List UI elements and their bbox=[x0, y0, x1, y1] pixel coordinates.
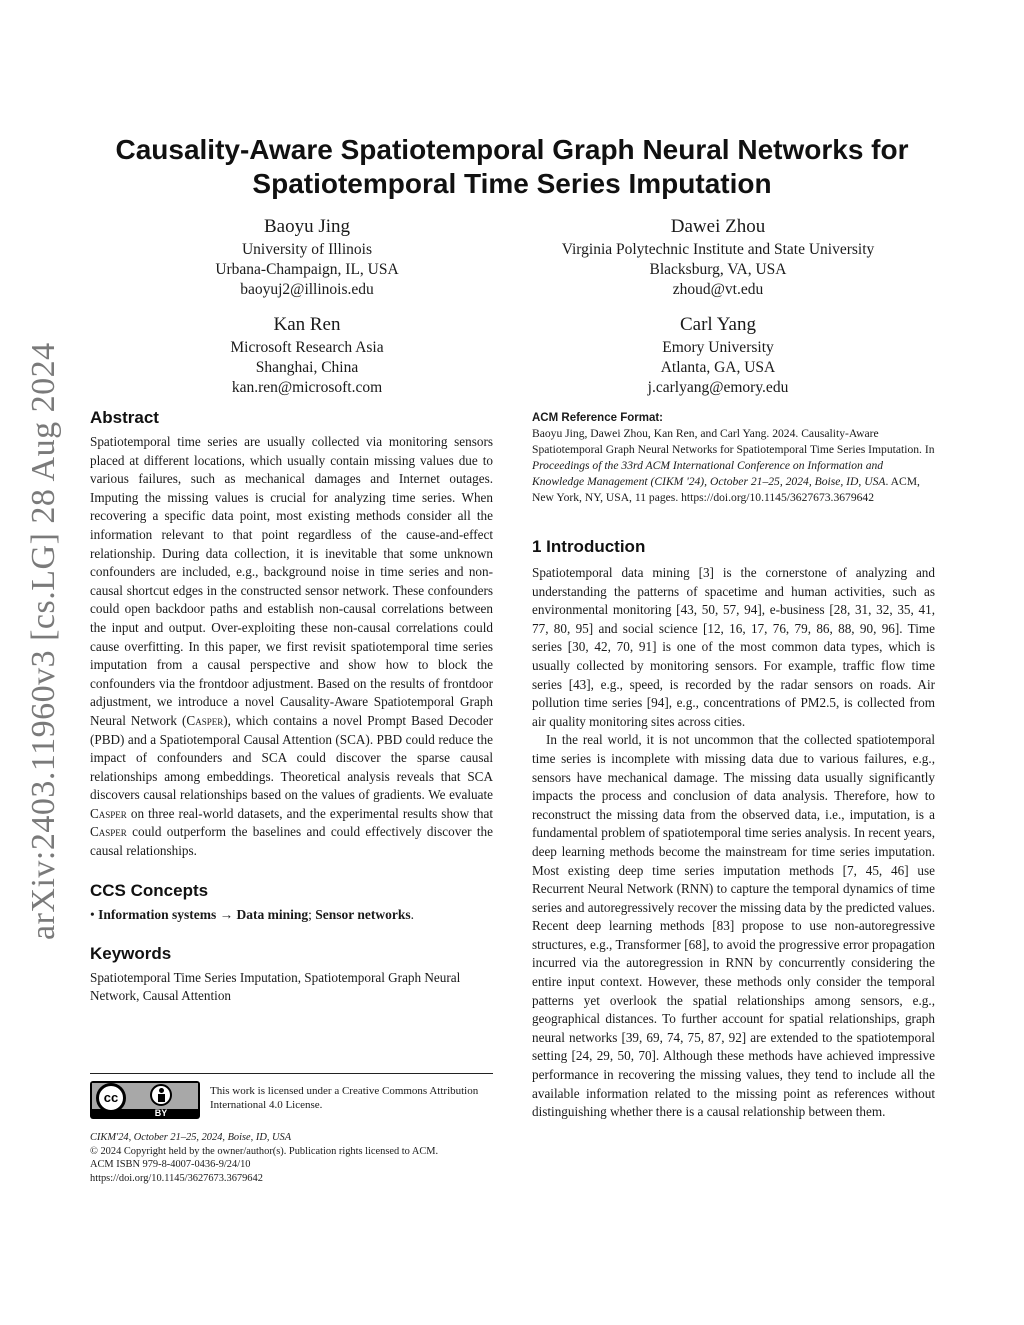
introduction-heading: 1 Introduction bbox=[532, 537, 646, 556]
abstract-heading: Abstract bbox=[90, 408, 159, 427]
method-name: Casper bbox=[90, 805, 127, 821]
introduction-paragraph: In the real world, it is not uncommon that the collected spatiotemporal time series is incomplete with missing data due to various failures, e.g., sensors have mechanical damage. The missing data usually significantly impacts the process and conclusion of data analysis. Therefore, how to reconstruct the missing data from the observed data, i.e., imputation, is a fundamental problem of spatiotemporal time series analysis. In recent years, deep learning methods become the mainstream for time series imputation. Most existing deep time series imputation methods [7, 45, 46] use Recurrent Neural Network (RNN) to capture the temporal dynamics of time series and autoregressively recover the missing data by the predicted values. Recent deep learning methods [83] propose to use non-autoregressive structures, e.g., Transformer [68], to avoid the progressive error propagation incurred via the autoregression in RNN by concurrently considering the entire input context. However, these methods only consider the temporal patterns yet overlook the spatial relationships among sensors, e.g., geographical distances. To further account for spatial relationships, graph neural networks [39, 69, 74, 75, 87, 92] are extended to the spatiotemporal setting [24, 29, 50, 70]. Although these methods have achieved impressive performance in recovering the missing values, they tend to include all the available information related to the missing point as references without distinguishing whether there is a causal relationship between them. bbox=[532, 732, 935, 1120]
by-label: BY bbox=[154, 1108, 168, 1118]
right-column bbox=[532, 410, 935, 1122]
keywords-text: Spatiotemporal Time Series Imputation, Spatiotemporal Graph Neural Network, Causal Attention bbox=[90, 969, 461, 1004]
ccs-concepts: • Information systems → Data mining; Sensor networks. bbox=[90, 906, 415, 922]
doi-link[interactable]: https://doi.org/10.1145/3627673.3679642 bbox=[90, 1172, 263, 1184]
author-block bbox=[107, 215, 507, 300]
introduction-paragraph: Spatiotemporal data mining [3] is the cornerstone of analyzing and understanding the patterns of spacetime and human activities, such as environmental monitoring [43, 50, 57, 94], e-business [28, 31, 32, 35, 41, 77, 80, 95] and social science [12, 16, 17, 76, 79, 86, 88, 90, 96]. Time series [30, 42, 70, 91] is one of the most common data types, which is usually collected by monitoring sensors. For example, traffic flow time series [43], e.g., speed, is recorded by the radar sensors on roads. Air pollution time series [94], e.g., concentrations of PM2.5, is collected from air quality monitoring sites across cities. bbox=[532, 565, 935, 729]
author-email: zhoud@vt.edu bbox=[672, 281, 764, 298]
author-location: Urbana-Champaign, IL, USA bbox=[215, 261, 399, 278]
ccs-heading: CCS Concepts bbox=[90, 880, 209, 900]
method-name: Casper bbox=[186, 712, 224, 728]
author-block bbox=[518, 313, 918, 398]
isbn-line: ACM ISBN 979-8-4007-0436-9/24/10 bbox=[90, 1159, 251, 1170]
keywords-heading: Keywords bbox=[90, 943, 172, 963]
author-block bbox=[518, 215, 918, 300]
left-column bbox=[90, 407, 493, 1006]
author-email: j.carlyang@emory.edu bbox=[647, 379, 789, 396]
abstract-text: Spatiotemporal time series are usually collected via monitoring sensors placed at different locations, which usually contain missing values due to various failures, such as mechanical damages and Internet outages. Imputing the missing values is crucial for analyzing time series. When recovering a specific data point, most existing methods consider all the information relevant to that point regardless of the cause-and-effect relationship. During data collection, it is inevitable that some unknown confounders are included, e.g., background noise in time series and non-causal shortcut edges in the constructed sensor network. These confounders could open backdoor paths and establish non-causal correlations between the input and output. Over-exploiting these non-causal correlations could cause overfitting. In this paper, we first revisit spatiotemporal time series imputation from a causal perspective and show how to block the confounders via the frontdoor adjustment. Based on the results of frontdoor adjustment, we introduce a novel Causality-Aware Spatiotemporal Graph Neural Network (Casper), which contains a novel Prompt Based Decoder (PBD) and a Spatiotemporal Causal Attention (SCA). PBD could reduce the impact of confounders and SCA could discover the sparse causal relationships among embeddings. Theoretical analysis reveals that SCA discovers causal relationships based on the values of gradients. We evaluate Casper on three real-world datasets, and the experimental results show that Casper could outperform the baselines and could effectively discover the causal relationships. bbox=[90, 434, 493, 859]
author-affiliation: Microsoft Research Asia bbox=[230, 339, 384, 356]
attribution-person-icon bbox=[150, 1084, 172, 1106]
author-location: Shanghai, China bbox=[255, 359, 359, 376]
method-name: Casper bbox=[90, 824, 127, 840]
footnotes bbox=[90, 1131, 493, 1185]
venue-line: CIKM'24, October 21–25, 2024, Boise, ID, USA bbox=[90, 1132, 292, 1143]
author-affiliation: Virginia Polytechnic Institute and State University bbox=[561, 241, 875, 258]
author-name: Dawei Zhou bbox=[670, 216, 766, 237]
author-name: Carl Yang bbox=[679, 314, 756, 335]
author-location: Blacksburg, VA, USA bbox=[649, 261, 787, 278]
license-block bbox=[90, 1073, 493, 1118]
creative-commons-by-badge bbox=[90, 1081, 200, 1119]
arxiv-identifier-stamp: arXiv:2403.11960v3 [cs.LG] 28 Aug 2024 bbox=[25, 342, 62, 940]
cc-icon: cc bbox=[96, 1083, 126, 1113]
author-email: kan.ren@microsoft.com bbox=[231, 379, 383, 396]
paper-title: Causality-Aware Spatiotemporal Graph Neural Networks for Spatiotemporal Time Series Imputation bbox=[115, 134, 909, 199]
license-text: This work is licensed under a Creative Commons Attribution International 4.0 License. bbox=[210, 1085, 479, 1111]
author-block bbox=[107, 313, 507, 398]
author-name: Baoyu Jing bbox=[263, 216, 351, 237]
acm-reference-text: Baoyu Jing, Dawei Zhou, Kan Ren, and Carl Yang. 2024. Causality-Aware Spatiotemporal Graph Neural Networks for Spatiotemporal Time Series Imputation. In Proceedings of the 33rd ACM International Conference on Information and Knowledge Management (CIKM '24), October 21–25, 2024, Boise, ID, USA. ACM, New York, NY, USA, 11 pages. https://doi.org/10.1145/3627673.3679642 bbox=[532, 427, 935, 504]
author-name: Kan Ren bbox=[273, 314, 341, 335]
author-location: Atlanta, GA, USA bbox=[660, 359, 776, 376]
acm-reference-heading: ACM Reference Format: bbox=[532, 412, 663, 424]
author-affiliation: University of Illinois bbox=[241, 241, 373, 258]
author-email: baoyuj2@illinois.edu bbox=[240, 281, 374, 298]
copyright-line: © 2024 Copyright held by the owner/author(s). Publication rights licensed to ACM. bbox=[90, 1145, 439, 1157]
author-affiliation: Emory University bbox=[662, 339, 774, 356]
